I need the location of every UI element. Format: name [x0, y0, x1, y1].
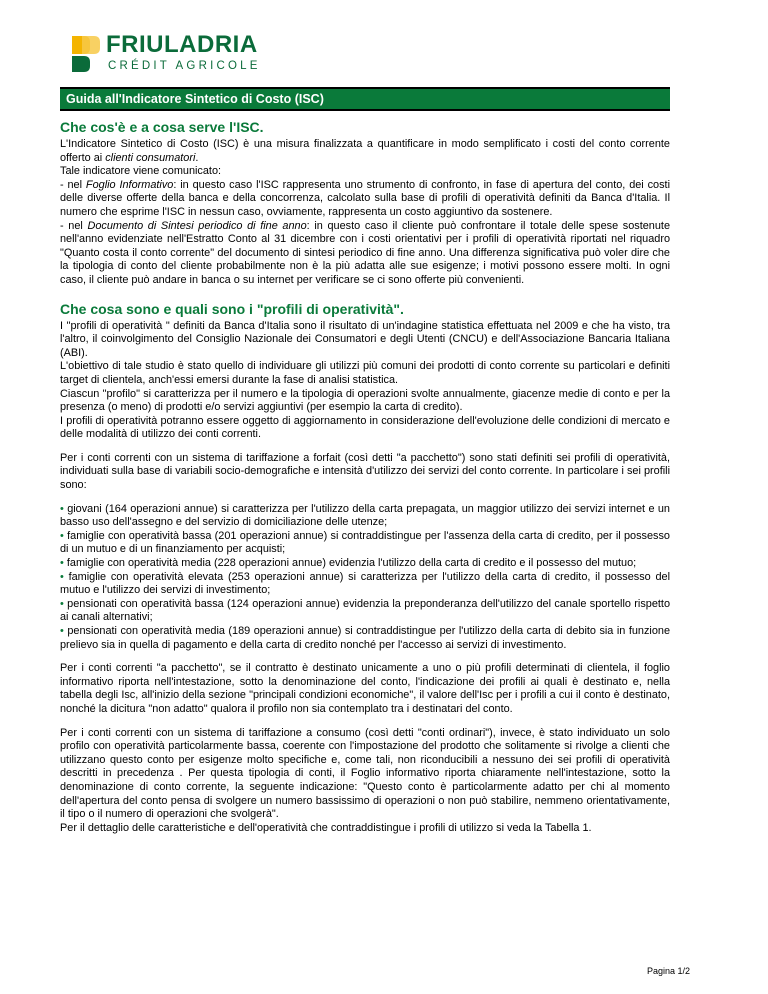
paragraph-consumo: Per i conti correnti con un sistema di tariffazione a consumo (così detti "conti ordinari"), invece, è stato individuato un solo profilo con operatività particolarmente bassa, coerente con l'impostazione del prodotto che solitamente si rivolge a clienti che utilizzano questo conto per esigenze molto specifiche e, come tali, non riconducibili a nessuno dei sei profili di operatività descritti in precedenza . Per questa tipologia di conti, il Foglio informativo riporta chiaramente nell'intestazione, sotto la denominazione di conto corrente, la seguente indicazione: "Questo conto è particolarmente adatto per chi al momento dell'apertura del conto pensa di svolgere un numero bassissimo di operazioni o non può stabilire, nemmeno orientativamente, il tipo o il numero di operazioni che svolgerà".: [60, 726, 670, 821]
bullet-icon: •: [60, 570, 64, 583]
paragraph-documento: - nel Documento di Sintesi periodico di fine anno: in questo caso il cliente può confrontare il totale delle spese sostenute nell'anno evidenziate nell'Estratto Conto al 31 dicembre con i costi orientativi per i profili di operatività riportati nel riquadro "Quanto costa il conto corrente" del documento di sintesi periodico di fine anno. Una differenza significativa può voler dire che la tipologia di conto del cliente probabilmente non è la più adatta alle sue esigenze; i motivi possono essere molti. In ogni caso, il cliente può andare in banca o su internet per verificare se ci sono offerte più convenienti.: [60, 219, 670, 286]
profile-list-item: • pensionati con operatività media (189 operazioni annue) si contraddistingue per l'utilizzo della carta di debito sia in funzione prelievo sia in quella di pagamento e della carta di credito nonché per l'accesso ai servizi di investimento.: [60, 625, 670, 651]
brand-name: FRIULADRIA: [106, 31, 258, 58]
paragraph-profili-1: I "profili di operatività " definiti da Banca d'Italia sono il risultato di un'indagine statistica effettuata nel 2009 e che ha visto, tra l'altro, il coinvolgimento del Consiglio Nazionale dei Consumatori e degli Utenti (CNCU) e dell'Associazione Bancaria Italiana (ABI).: [60, 319, 670, 359]
brand-subtitle: CRÉDIT AGRICOLE: [108, 60, 261, 72]
profile-list: [60, 503, 670, 653]
friuladria-logo: [70, 32, 270, 76]
paragraph-dettaglio: Per il dettaglio delle caratteristiche e dell'operatività che contraddistingue i profili di utilizzo si veda la Tabella 1.: [60, 821, 592, 834]
profile-list-item: • famiglie con operatività bassa (201 operazioni annue) si contraddistingue per l'assenza della carta di credito, per il possesso di un mutuo e di un finanziamento per acquisti;: [60, 529, 670, 556]
paragraph-profili-3: Ciascun "profilo" si caratterizza per il numero e la tipologia di operazioni svolte annualmente, giacenze medie di conto e per la presenza (o meno) di prodotti e/o servizi aggiuntivi (per esempio la carta di credito).: [60, 387, 670, 414]
bullet-icon: •: [60, 625, 64, 637]
profile-list-item: • famiglie con operatività media (228 operazioni annue) evidenzia l'utilizzo della carta di credito e il possesso del mutuo;: [60, 557, 637, 570]
paragraph-communicated: Tale indicatore viene comunicato:: [60, 165, 222, 178]
bullet-icon: •: [60, 557, 64, 570]
logo-mark-icon: [70, 34, 104, 74]
paragraph-pacchetto: Per i conti correnti "a pacchetto", se il contratto è destinato unicamente a uno o più profili determinati di clientela, il foglio informativo riporta nell'intestazione, sotto la denominazione del conto, l'indicazione dei profili ai quali è destinato e, nella tabella degli Isc, all'inizio della sezione "principali condizioni economiche", il valore dell'Isc per i profili a cui il conto è destinato, nonché la dicitura "non adatto" qualora il profilo non sia contemplato tra i destinatari del conto.: [60, 662, 670, 715]
section-heading-isc: Che cos'è e a cosa serve l'ISC.: [60, 119, 264, 135]
paragraph-foglio: - nel Foglio Informativo: in questo caso l'ISC rappresenta uno strumento di confronto, in fase di apertura del conto, dei costi delle diverse offerte della banca e della concorrenza, calcolato sulla base di profili di operatività definiti da Banca d'Italia. Il numero che esprime l'ISC in nessun caso, ovviamente, rappresenta un costo aggiuntivo da sostenere.: [60, 178, 670, 218]
bullet-icon: •: [60, 502, 64, 515]
paragraph-profili-4: I profili di operatività potranno essere oggetto di aggiornamento in considerazione dell'evoluzione delle condizioni di mercato e delle modalità di utilizzo dei conti correnti.: [60, 414, 670, 441]
bullet-icon: •: [60, 529, 64, 542]
profile-list-item: • famiglie con operatività elevata (253 operazioni annue) si caratterizza per l'utilizzo della carta di credito, il possesso del mutuo e l'utilizzo dei servizi di investimento;: [60, 570, 671, 597]
paragraph-forfait: Per i conti correnti con un sistema di tariffazione a forfait (così detti "a pacchetto") sono stati definiti sei profili di operatività, individuati sulla base di variabili socio-demografiche e intensità d'utilizzo dei servizi del conto corrente. In particolare i sei profili sono:: [60, 451, 670, 492]
section-heading-profili: Che cosa sono e quali sono i "profili di operatività".: [60, 300, 404, 317]
profile-list-item: • pensionati con operatività bassa (124 operazioni annue) evidenzia la preponderanza dell'utilizzo del canale sportello rispetto ai canali alternativi;: [60, 597, 670, 624]
bullet-icon: •: [60, 597, 64, 610]
profile-list-item: • giovani (164 operazioni annue) si caratterizza per l'utilizzo della carta prepagata, un maggior utilizzo dei servizi internet e un basso uso dell'assegno e del servizio di domiciliazione delle utenze;: [60, 502, 670, 529]
document-title-banner: Guida all'Indicatore Sintetico di Costo (ISC): [60, 87, 670, 111]
paragraph-intro: L'Indicatore Sintetico di Costo (ISC) è una misura finalizzata a quantificare in modo semplificato i costi del conto corrente offerto ai clienti consumatori.: [60, 138, 670, 164]
page-number: Pagina 1/2: [646, 966, 690, 976]
document-body: [60, 118, 670, 835]
paragraph-profili-2: L'obiettivo di tale studio è stato quello di individuare gli utilizzi più comuni dei prodotti di conto corrente su particolari e definiti target di clientela, anch'essi emersi durante la fase di analisi statistica.: [60, 360, 670, 386]
